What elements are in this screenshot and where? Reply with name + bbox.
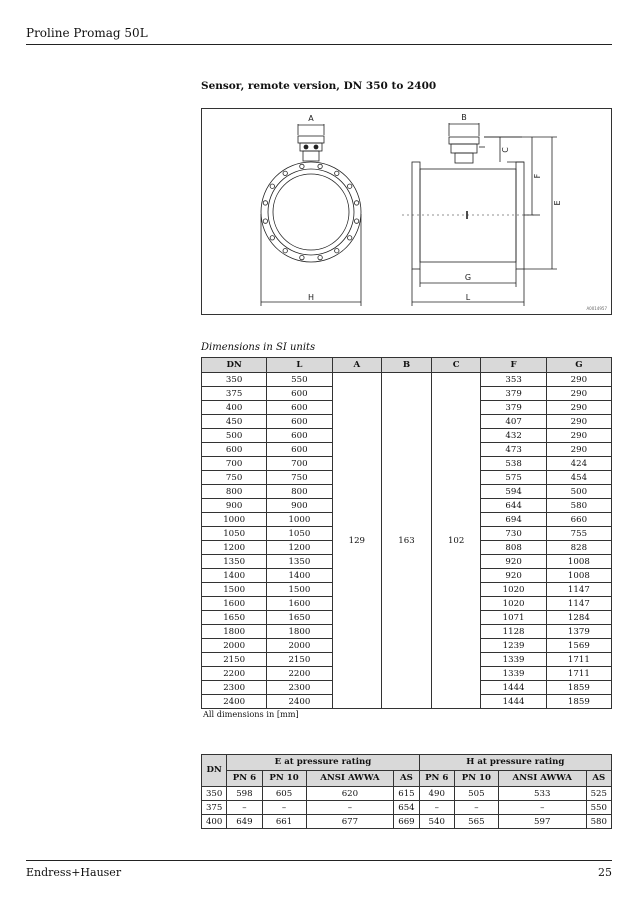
- table-cell: 800: [267, 485, 332, 499]
- table-cell: 750: [202, 471, 267, 485]
- subheader-cell: PN 6: [227, 771, 262, 787]
- group-header-e: E at pressure rating: [227, 755, 419, 771]
- table-cell: 500: [546, 485, 611, 499]
- table-cell: 1147: [546, 583, 611, 597]
- table-cell: 1239: [481, 639, 546, 653]
- pressure-rating-table: [201, 754, 612, 829]
- table-cell: 450: [202, 415, 267, 429]
- table-cell: 1650: [267, 611, 332, 625]
- table-cell: 750: [267, 471, 332, 485]
- table-cell: 615: [394, 787, 419, 801]
- table-cell: 1859: [546, 681, 611, 695]
- table-cell: 500: [202, 429, 267, 443]
- table-cell: 1379: [546, 625, 611, 639]
- table-cell: 490: [419, 787, 454, 801]
- drawing-reference: A0014957: [586, 306, 607, 311]
- table-cell: 525: [586, 787, 611, 801]
- bolt-hole: [335, 171, 339, 175]
- bolt-hole: [318, 255, 322, 259]
- table-cell: 350: [202, 787, 227, 801]
- table-cell: 454: [546, 471, 611, 485]
- table-cell: –: [227, 801, 262, 815]
- table-cell: 575: [481, 471, 546, 485]
- table-cell: 605: [262, 787, 306, 801]
- table-caption: Dimensions in SI units: [201, 342, 316, 353]
- table-cell: 600: [202, 443, 267, 457]
- col-header-l: L: [267, 358, 332, 373]
- table-cell: 1500: [267, 583, 332, 597]
- merged-cell-a: 129: [332, 373, 382, 709]
- table-cell: 1008: [546, 555, 611, 569]
- table-cell: 424: [546, 457, 611, 471]
- table-cell: 1800: [267, 625, 332, 639]
- label-f: F: [533, 173, 542, 179]
- table-cell: 1569: [546, 639, 611, 653]
- table-row: [202, 801, 612, 815]
- dimensions-table: [201, 357, 612, 709]
- table-cell: 1600: [202, 597, 267, 611]
- col-header-g: G: [546, 358, 611, 373]
- table-cell: 2150: [267, 653, 332, 667]
- footer-rule: [26, 860, 612, 861]
- merged-cell-c: 102: [431, 373, 481, 709]
- bolt-hole: [300, 255, 304, 259]
- table-cell: 2400: [202, 695, 267, 709]
- table-cell: 1128: [481, 625, 546, 639]
- table-cell: 290: [546, 415, 611, 429]
- table-row: [202, 373, 612, 387]
- front-view: [261, 124, 361, 306]
- subheader-cell: PN 6: [419, 771, 454, 787]
- table-cell: 828: [546, 541, 611, 555]
- footer-company: Endress+Hauser: [26, 866, 122, 879]
- col-header-dn: DN: [202, 358, 267, 373]
- table-cell: 1400: [202, 569, 267, 583]
- table-cell: 290: [546, 443, 611, 457]
- table-cell: 1020: [481, 597, 546, 611]
- table-cell: 2200: [202, 667, 267, 681]
- table-cell: 353: [481, 373, 546, 387]
- table-cell: 473: [481, 443, 546, 457]
- subheader-cell: PN 10: [262, 771, 306, 787]
- bolt-hole: [300, 164, 304, 168]
- table-cell: 350: [202, 373, 267, 387]
- table-cell: 432: [481, 429, 546, 443]
- table-cell: 1200: [202, 541, 267, 555]
- table-cell: 600: [267, 387, 332, 401]
- table-cell: 1050: [202, 527, 267, 541]
- table-cell: 550: [267, 373, 332, 387]
- table-cell: 2300: [267, 681, 332, 695]
- table-cell: 2200: [267, 667, 332, 681]
- table-cell: 505: [454, 787, 498, 801]
- table-cell: 1400: [267, 569, 332, 583]
- table-row: [202, 787, 612, 801]
- table-cell: 594: [481, 485, 546, 499]
- bolt-hole: [270, 236, 274, 240]
- dimension-drawing: [201, 108, 612, 315]
- table-cell: –: [419, 801, 454, 815]
- table-cell: 920: [481, 569, 546, 583]
- table-cell: 800: [202, 485, 267, 499]
- table-cell: 900: [202, 499, 267, 513]
- bolt-hole: [270, 184, 274, 188]
- subheader-cell: PN 10: [454, 771, 498, 787]
- table-cell: 600: [267, 443, 332, 457]
- table-cell: 2300: [202, 681, 267, 695]
- table-cell: 700: [267, 457, 332, 471]
- table-cell: 654: [394, 801, 419, 815]
- col-header-f: F: [481, 358, 546, 373]
- subheader-cell: ANSI AWWA: [498, 771, 586, 787]
- subheader-cell: AS: [586, 771, 611, 787]
- table-cell: 1020: [481, 583, 546, 597]
- table-cell: 1000: [202, 513, 267, 527]
- label-g: G: [464, 273, 472, 282]
- table-cell: 2000: [202, 639, 267, 653]
- table-cell: 1350: [202, 555, 267, 569]
- table-cell: 1000: [267, 513, 332, 527]
- group-header-h: H at pressure rating: [419, 755, 611, 771]
- table-cell: 565: [454, 815, 498, 829]
- col-header-b: B: [382, 358, 432, 373]
- bolt-hole: [263, 219, 267, 223]
- bolt-hole: [263, 201, 267, 205]
- dimensions-table-body: [202, 373, 612, 709]
- table-cell: 400: [202, 401, 267, 415]
- label-h: H: [307, 293, 315, 302]
- table-cell: 1008: [546, 569, 611, 583]
- table-cell: 375: [202, 801, 227, 815]
- table-cell: 1800: [202, 625, 267, 639]
- bolt-hole: [318, 164, 322, 168]
- table-cell: 598: [227, 787, 262, 801]
- table-row: [202, 815, 612, 829]
- table-cell: 290: [546, 373, 611, 387]
- table-cell: 620: [306, 787, 394, 801]
- table-cell: 2000: [267, 639, 332, 653]
- table-cell: 1650: [202, 611, 267, 625]
- table-cell: –: [454, 801, 498, 815]
- table-cell: 540: [419, 815, 454, 829]
- table-cell: 1711: [546, 667, 611, 681]
- table-cell: –: [262, 801, 306, 815]
- table-cell: 1600: [267, 597, 332, 611]
- table-cell: 755: [546, 527, 611, 541]
- table-cell: 375: [202, 387, 267, 401]
- table-cell: 600: [267, 415, 332, 429]
- table-cell: 1339: [481, 653, 546, 667]
- section-title: Sensor, remote version, DN 350 to 2400: [201, 80, 437, 92]
- table-cell: 730: [481, 527, 546, 541]
- table-cell: 407: [481, 415, 546, 429]
- document-header-title: Proline Promag 50L: [26, 26, 148, 40]
- label-b: B: [461, 113, 467, 122]
- pressure-table-body: [202, 787, 612, 829]
- table-cell: 1859: [546, 695, 611, 709]
- table-cell: 920: [481, 555, 546, 569]
- bolt-hole: [354, 219, 358, 223]
- table-cell: 580: [586, 815, 611, 829]
- table-cell: 600: [267, 429, 332, 443]
- table-cell: 1500: [202, 583, 267, 597]
- table-cell: 1339: [481, 667, 546, 681]
- bolt-hole: [348, 184, 352, 188]
- table-cell: 550: [586, 801, 611, 815]
- col-header-a: A: [332, 358, 382, 373]
- bolt-hole: [354, 201, 358, 205]
- table-cell: 1147: [546, 597, 611, 611]
- table-cell: 660: [546, 513, 611, 527]
- col-header-dn: DN: [202, 755, 227, 787]
- table-cell: 1350: [267, 555, 332, 569]
- table-cell: 1200: [267, 541, 332, 555]
- table-cell: 900: [267, 499, 332, 513]
- table-cell: 1444: [481, 681, 546, 695]
- bolt-hole: [283, 171, 287, 175]
- table-cell: 290: [546, 387, 611, 401]
- table-cell: 600: [267, 401, 332, 415]
- table-cell: 538: [481, 457, 546, 471]
- table-cell: 694: [481, 513, 546, 527]
- table-cell: 1050: [267, 527, 332, 541]
- table-cell: 580: [546, 499, 611, 513]
- table-cell: 2150: [202, 653, 267, 667]
- bolt-hole: [335, 249, 339, 253]
- bolt-hole: [283, 249, 287, 253]
- label-a: A: [308, 114, 314, 123]
- label-l: L: [465, 293, 471, 302]
- table-cell: 290: [546, 429, 611, 443]
- label-c: C: [501, 147, 510, 153]
- merged-cell-b: 163: [382, 373, 432, 709]
- table-cell: 661: [262, 815, 306, 829]
- header-rule: [26, 44, 612, 45]
- table-cell: 649: [227, 815, 262, 829]
- table-cell: –: [306, 801, 394, 815]
- table-cell: 677: [306, 815, 394, 829]
- col-header-c: C: [431, 358, 481, 373]
- table-cell: 669: [394, 815, 419, 829]
- table-cell: 700: [202, 457, 267, 471]
- subheader-cell: ANSI AWWA: [306, 771, 394, 787]
- subheader-cell: AS: [394, 771, 419, 787]
- table-cell: 1711: [546, 653, 611, 667]
- table-cell: 379: [481, 387, 546, 401]
- table-cell: 290: [546, 401, 611, 415]
- side-view: [402, 123, 557, 306]
- table-cell: 400: [202, 815, 227, 829]
- table-cell: 1444: [481, 695, 546, 709]
- bolt-hole: [348, 236, 352, 240]
- table-cell: 1071: [481, 611, 546, 625]
- table-cell: 1284: [546, 611, 611, 625]
- table-cell: 597: [498, 815, 586, 829]
- label-e: E: [553, 200, 562, 206]
- table-cell: 2400: [267, 695, 332, 709]
- units-note: All dimensions in [mm]: [203, 709, 299, 719]
- table-cell: 808: [481, 541, 546, 555]
- page-number: 25: [598, 866, 612, 879]
- table-cell: 533: [498, 787, 586, 801]
- table-cell: 379: [481, 401, 546, 415]
- table-cell: 644: [481, 499, 546, 513]
- table-cell: –: [498, 801, 586, 815]
